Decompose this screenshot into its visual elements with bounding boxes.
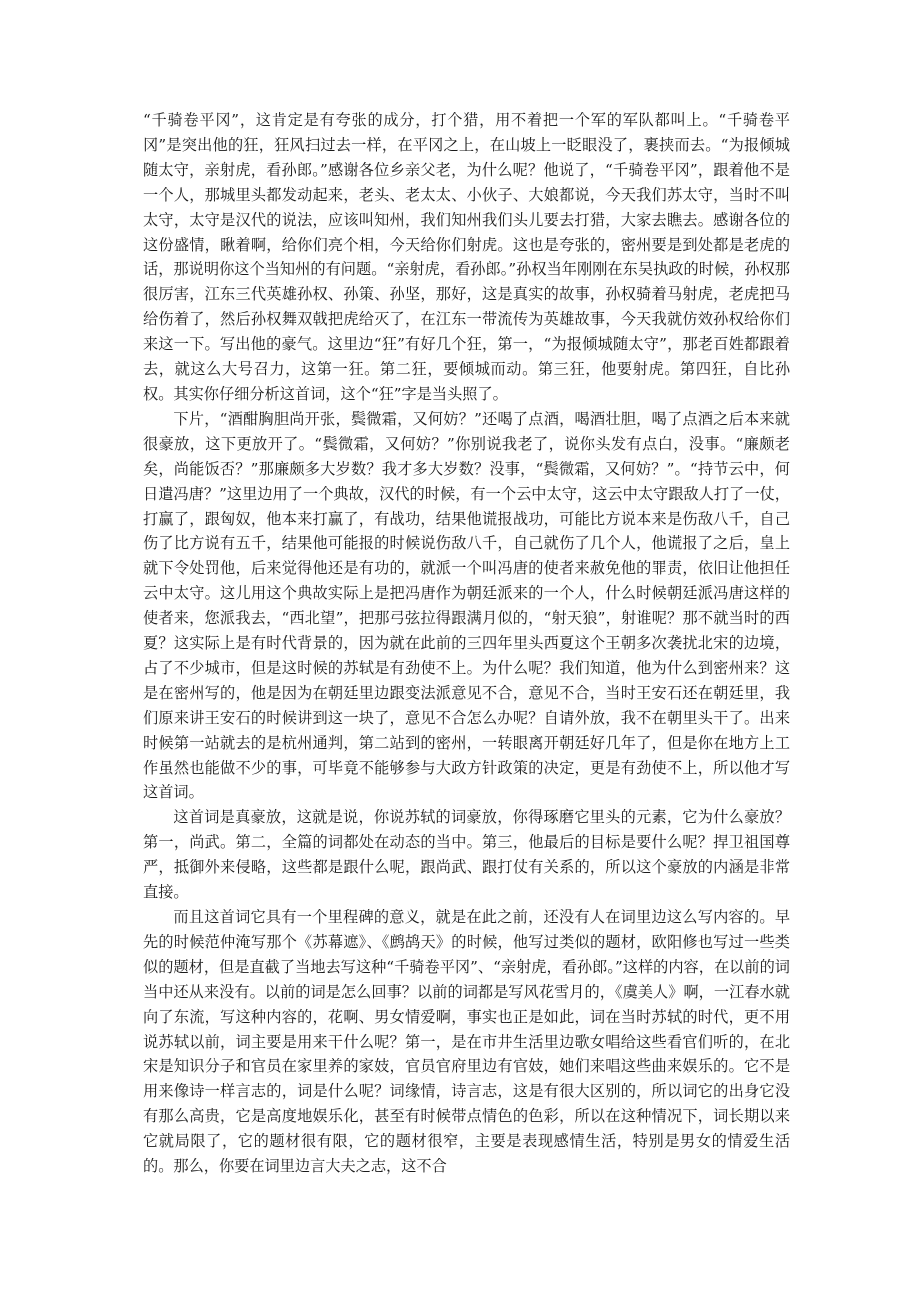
paragraph-4: 而且这首词它具有一个里程碑的意义，就是在此之前，还没有人在词里边这么写内容的。早先的时候范仲淹写那个《苏幕遮》、《鹧鸪天》的时候，他写过类似的题材，欧阳修也写过一些类似的题材，但是直截了当地去写这种“千骑卷平冈”、“亲射虎，看孙郎。”这样的内容，在以前的词当中还从来没有。以前的词是怎么回事？以前的词都是写风花雪月的，《虞美人》啊，一江春水就向了东流，写这种内容的，花啊、男女情爱啊，事实也正是如此，词在当时苏轼的时代，更不用说苏轼以前，词主要是用来干什么呢？第一，是在市井生活里边歌女唱给这些看官们听的，在北宋是知识分子和官员在家里养的家妓，官员官府里边有官妓，她们来唱这些曲来娱乐的。它不是用来像诗一样言志的，词是什么呢？词缘情，诗言志，这是有很大区别的，所以词它的出身它没有那么高贵，它是高度地娱乐化，甚至有时候带点情色的色彩，所以在这种情况下，词长期以来它就局限了，它的题材很有限，它的题材很窄，主要是表现感情生活，特别是男女的情爱生活的。那么，你要在词里边言大夫之志，这不合 [143, 908, 790, 1176]
paragraph-1: “千骑卷平冈”，这肯定是有夸张的成分，打个猎，用不着把一个军的军队都叫上。“千骑卷平冈”是突出他的狂，狂风扫过去一样，在平冈之上，在山坡上一眨眼没了，裹挟而去。“为报倾城随太守，亲射虎，看孙郎。”感谢各位乡亲父老，为什么呢？他说了，“千骑卷平冈”，跟着他不是一个人，那城里头都发动起来，老头、老太太、小伙子、大娘都说，今天我们苏太守，当时不叫太守，太守是汉代的说法，应该叫知州，我们知州我们头儿要去打猎，大家去瞧去。感谢各位的这份盛情，瞅着啊，给你们亮个相，今天给你们射虎。这也是夸张的，密州要是到处都是老虎的话，那说明你这个当知州的有问题。“亲射虎，看孙郎。”孙权当年刚刚在东吴执政的时候，孙权那很厉害，江东三代英雄孙权、孙策、孙坚，那好，这是真实的故事，孙权骑着马射虎，老虎把马给伤着了，然后孙权舞双戟把虎给灭了，在江东一带流传为英雄故事，今天我就仿效孙权给你们来这一下。写出他的豪气。这里边“狂”有好几个狂，第一，“为报倾城随太守”，那老百姓都跟着去，就这么大号召力，这第一狂。第二狂，要倾城而动。第三狂，他要射虎。第四狂，自比孙权。其实你仔细分析这首词，这个“狂”字是当头照了。 [143, 111, 790, 403]
paragraph-2: 下片，“酒酣胸胆尚开张，鬓微霜，又何妨？”还喝了点酒，喝酒壮胆，喝了点酒之后本来就很豪放，这下更放开了。“鬓微霜，又何妨？”你别说我老了，说你头发有点白，没事。“廉颇老矣，尚能饭否？”那廉颇多大岁数？我才多大岁数？没事，“鬓微霜，又何妨？”。“持节云中，何日遣冯唐？”这里边用了一个典故，汉代的时候，有一个云中太守，这云中太守跟敌人打了一仗，打赢了，跟匈奴，他本来打赢了，有战功，结果他谎报战功，可能比方说本来是伤敌八千，自己伤了比方说有五千，结果他可能报的时候说伤敌八千，自己就伤了几个人，他谎报了之后，皇上就下令处罚他，后来觉得他还是有功的，就派一个叫冯唐的使者来赦免他的罪责，依旧让他担任云中太守。这儿用这个典故实际上是把冯唐作为朝廷派来的一个人，什么时候朝廷派冯唐这样的使者来，您派我去，“西北望”，把那弓弦拉得跟满月似的，“射天狼”，射谁呢？那不就当时的西夏？这实际上是有时代背景的，因为就在此前的三四年里头西夏这个王朝多次袭扰北宋的边境，占了不少城市，但是这时候的苏轼是有劲使不上。为什么呢？我们知道，他为什么到密州来？这是在密州写的，他是因为在朝廷里边跟变法派意见不合，意见不合，当时王安石还在朝廷里，我们原来讲王安石的时候讲到这一块了，意见不合怎么办呢？自请外放，我不在朝里头干了。出来时候第一站就去的是杭州通判，第二站到的密州，一转眼离开朝廷好几年了，但是你在地方上工作虽然也能做不少的事，可毕竟不能够参与大政方针政策的决定，更是有劲使不上，所以他才写这首词。 [143, 409, 790, 802]
paragraph-3: 这首词是真豪放，这就是说，你说苏轼的词豪放，你得琢磨它里头的元素，它为什么豪放？第一，尚武。第二，全篇的词都处在动态的当中。第三，他最后的目标是要什么呢？捍卫祖国尊严，抵御外来侵略，这些都是跟什么呢，跟尚武、跟打仗有关系的，所以这个豪放的内涵是非常直接。 [143, 808, 790, 902]
